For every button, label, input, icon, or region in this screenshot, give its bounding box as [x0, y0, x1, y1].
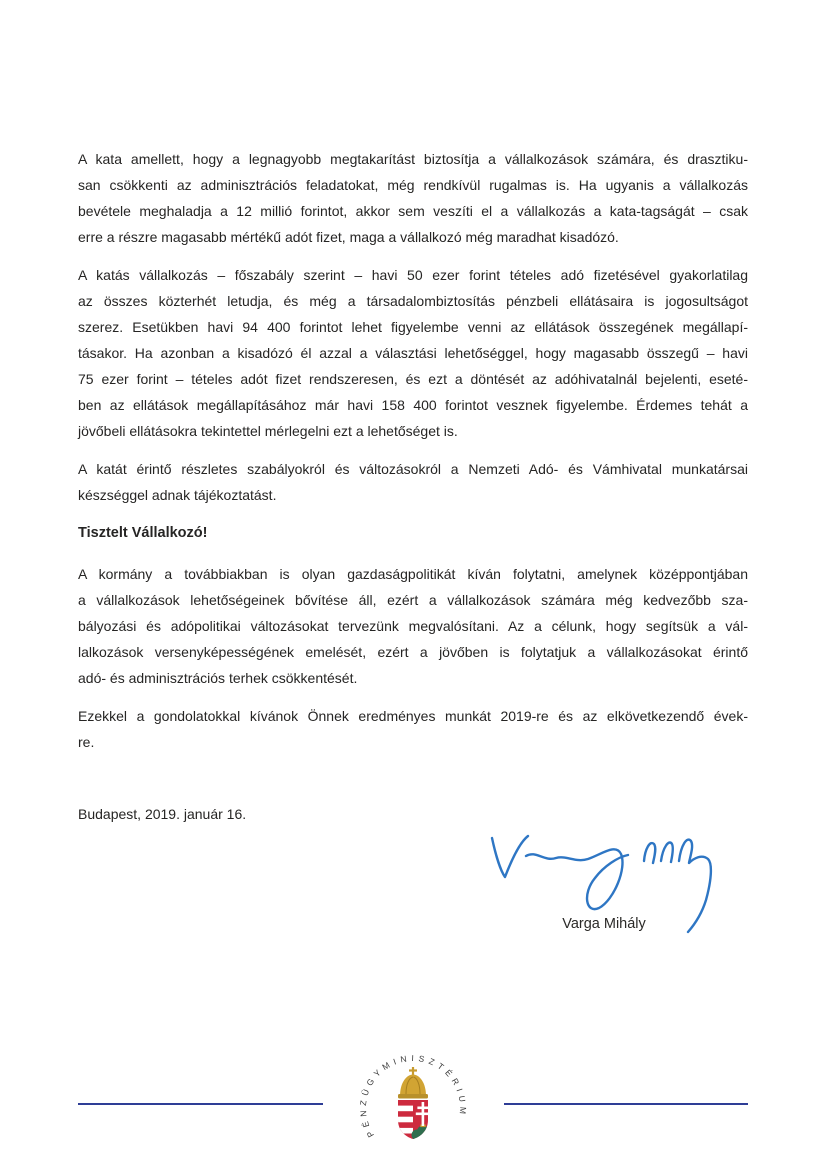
footer-rule-left [78, 1103, 323, 1105]
salutation-heading: Tisztelt Vállalkozó! [78, 525, 208, 541]
text-line: jövőbeli ellátásokra tekintettel mérlegelni ezt a lehetőséget is. [78, 423, 458, 439]
text-line: bevétele meghaladja a 12 millió forintot, akkor sem veszíti el a vállalkozás a kata-tagságát – csak [78, 203, 748, 219]
ministry-seal [354, 1044, 472, 1169]
coat-of-arms-icon [354, 1044, 472, 1169]
text-line: A katás vállalkozás – főszabály szerint – havi 50 ezer forint tételes adó fizetésével gyakorlatilag [78, 267, 748, 283]
text-line: erre a részre magasabb mértékű adót fizet, maga a vállalkozó még maradhat kisadózó. [78, 229, 619, 245]
text-line: a vállalkozások lehetőségeinek bővítése áll, ezért a vállalkozások számára még kedvezőbb sza- [78, 592, 748, 608]
dateline: Budapest, 2019. január 16. [78, 806, 247, 822]
paragraph-closing-wishes [78, 703, 748, 755]
signature-stroke-wave-loop [526, 849, 628, 909]
text-line: 75 ezer forint – tételes adót fizet rendszeresen, és ezt a döntését az adóhivatalnál bejelenti, eseté- [78, 371, 748, 387]
text-line: san csökkenti az adminisztrációs feladatokat, még rendkívül rugalmas is. Ha ugyanis a vállalkozás [78, 177, 748, 193]
text-line: bályozási és adópolitikai változásokat tervezünk megvalósítani. Az a célunk, hogy segítsük a vál- [78, 618, 748, 634]
letter-body [78, 146, 748, 827]
text-line: ben az ellátások megállapításához már havi 158 400 forintot vesznek figyelembe. Érdemes tehát a [78, 397, 748, 413]
text-line: szerez. Esetükben havi 94 400 forintot lehet figyelembe venni az ellátások összegének megállapí- [78, 319, 748, 335]
footer-rule-right [504, 1103, 748, 1105]
text-line: Ezekkel a gondolatokkal kívánok Önnek eredményes munkát 2019-re és az elkövetkezendő évek- [78, 708, 748, 724]
text-line: A kata amellett, hogy a legnagyobb megtakarítást biztosítja a vállalkozások számára, és drasztiku- [78, 151, 748, 167]
text-line: A katát érintő részletes szabályokról és változásokról a Nemzeti Adó- és Vámhivatal munkatársai [78, 461, 748, 477]
text-line: lalkozások versenyképességének emelését, ezért a jövőben is folytatjuk a vállalkozásokat érintő [78, 644, 748, 660]
text-line: tásakor. Ha azonban a kisadózó él azzal a választási lehetőséggel, hogy magasabb összegű – havi [78, 345, 748, 361]
text-line: készséggel adnak tájékoztatást. [78, 487, 277, 503]
signature-stroke-v [492, 836, 528, 877]
seal-text: PÉNZÜGYMINISZTÉRIUM [357, 1052, 469, 1140]
signature-stroke-humps [644, 843, 673, 863]
paragraph-kata-benefits [78, 146, 748, 250]
paragraph-nav-info [78, 456, 748, 508]
shield-icon [398, 1100, 435, 1141]
text-line: A kormány a továbbiakban is olyan gazdaságpolitikát kíván folytatni, amelynek középpontjában [78, 566, 748, 582]
text-line: adó- és adminisztrációs terhek csökkentését. [78, 670, 358, 686]
paragraph-kata-rules [78, 262, 748, 444]
signer-name: Varga Mihály [562, 916, 646, 932]
text-line: re. [78, 734, 95, 750]
paragraph-government-policy [78, 561, 748, 691]
text-line: az összes közterhét letudja, és még a társadalombiztosítás pénzbeli ellátásaira is jogosultságot [78, 293, 748, 309]
crown-icon [398, 1067, 428, 1099]
